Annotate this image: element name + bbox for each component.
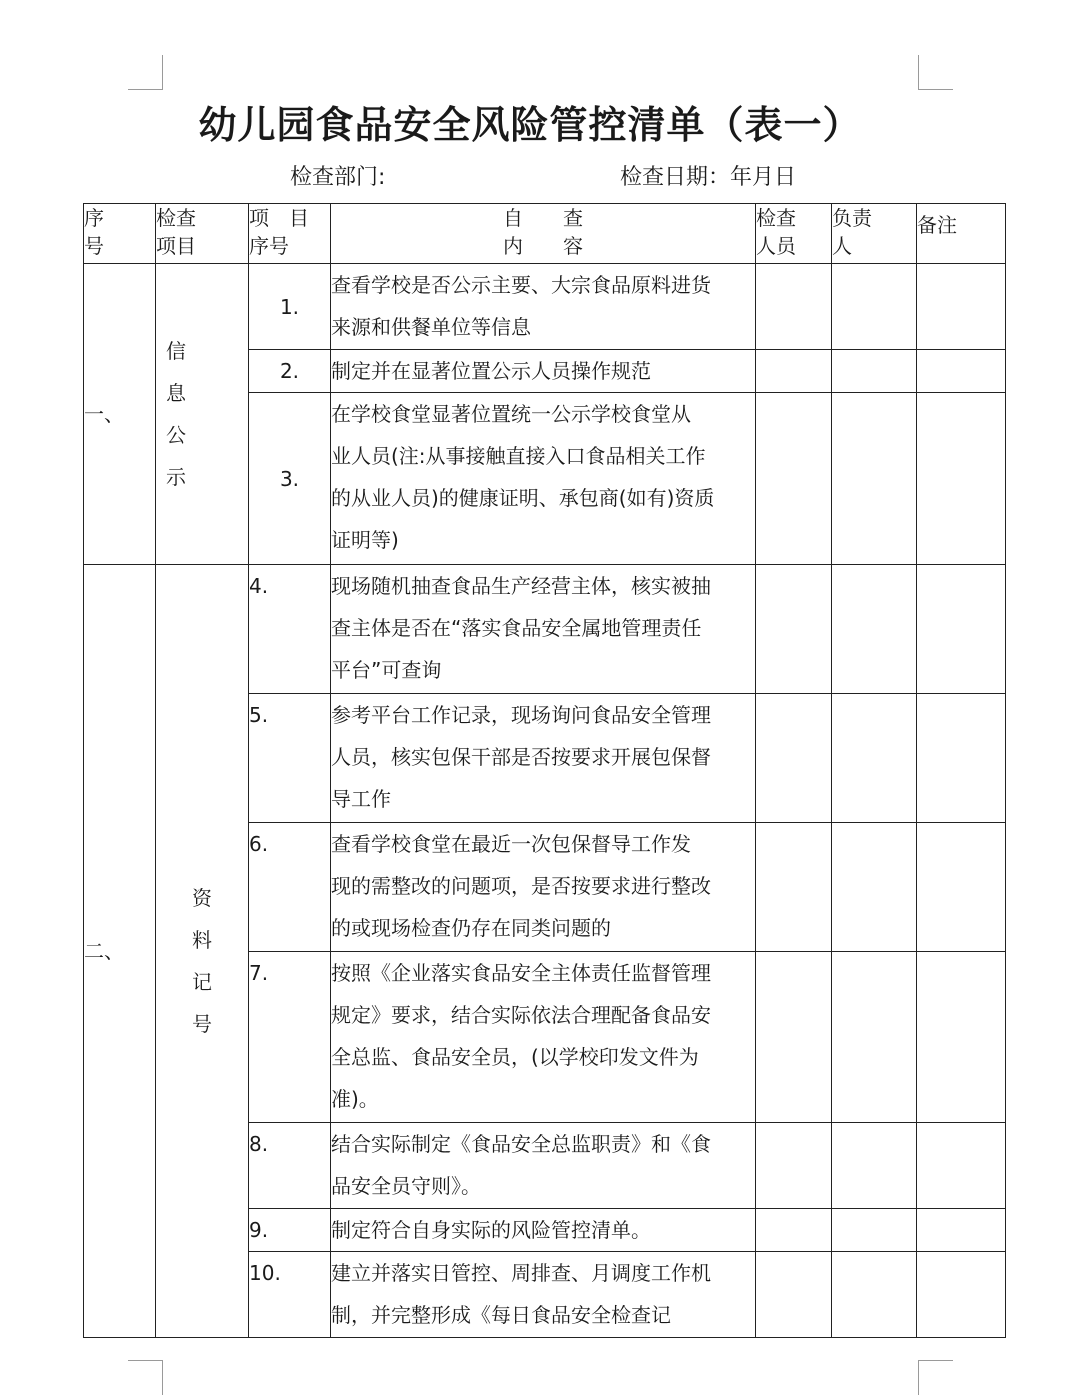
responsible-cell[interactable]	[832, 264, 917, 350]
inspector-cell[interactable]	[756, 565, 832, 694]
row-number: 8.	[249, 1123, 331, 1209]
remark-cell[interactable]	[917, 264, 1006, 350]
responsible-cell[interactable]	[832, 694, 917, 823]
inspector-cell[interactable]	[756, 1209, 832, 1252]
row-content: 制定并在显著位置公示人员操作规范	[331, 350, 756, 393]
inspector-cell[interactable]	[756, 264, 832, 350]
inspector-cell[interactable]	[756, 1252, 832, 1338]
remark-cell[interactable]	[917, 952, 1006, 1123]
row-content: 参考平台工作记录，现场询问食品安全管理 人员，核实包保干部是否按要求开展包保督 导工作	[331, 694, 756, 823]
header-sub-seq: 项 目 序号	[249, 204, 331, 264]
remark-cell[interactable]	[917, 823, 1006, 952]
section-item-2: 资 料 记 号	[156, 565, 249, 1338]
section-seq-2: 二、	[84, 565, 156, 1338]
row-content: 按照《企业落实食品安全主体责任监督管理 规定》要求，结合实际依法合理配备食品安 全总监、食品安全员，(以学校印发文件为 准)。	[331, 952, 756, 1123]
row-number: 10.	[249, 1252, 331, 1338]
row-number: 3.	[249, 393, 331, 565]
responsible-cell[interactable]	[832, 823, 917, 952]
header-remark: 备注	[917, 204, 1006, 264]
row-content: 现场随机抽查食品生产经营主体，核实被抽 查主体是否在“落实食品安全属地管理责任 平台”可查询	[331, 565, 756, 694]
row-content: 建立并落实日管控、周排查、月调度工作机 制，并完整形成《每日食品安全检查记	[331, 1252, 756, 1338]
row-content: 查看学校是否公示主要、大宗食品原料进货 来源和供餐单位等信息	[331, 264, 756, 350]
remark-cell[interactable]	[917, 393, 1006, 565]
row-number: 7.	[249, 952, 331, 1123]
remark-cell[interactable]	[917, 1123, 1006, 1209]
inspector-cell[interactable]	[756, 823, 832, 952]
responsible-cell[interactable]	[832, 952, 917, 1123]
table-row	[84, 264, 1006, 350]
corner-mark-top-right	[918, 55, 953, 90]
remark-cell[interactable]	[917, 694, 1006, 823]
header-inspector: 检查 人员	[756, 204, 832, 264]
row-content: 查看学校食堂在最近一次包保督导工作发 现的需整改的问题项，是否按要求进行整改 的或现场检查仍存在同类问题的	[331, 823, 756, 952]
row-number: 6.	[249, 823, 331, 952]
responsible-cell[interactable]	[832, 350, 917, 393]
row-number: 5.	[249, 694, 331, 823]
corner-mark-top-left	[128, 55, 163, 90]
row-number: 4.	[249, 565, 331, 694]
document-title: 幼儿园食品安全风险管控清单（表一）	[198, 103, 862, 147]
risk-control-table	[83, 203, 1006, 1338]
inspector-cell[interactable]	[756, 393, 832, 565]
inspector-cell[interactable]	[756, 1123, 832, 1209]
row-number: 9.	[249, 1209, 331, 1252]
corner-mark-bottom-right	[918, 1360, 953, 1395]
inspector-cell[interactable]	[756, 694, 832, 823]
responsible-cell[interactable]	[832, 565, 917, 694]
remark-cell[interactable]	[917, 565, 1006, 694]
remark-cell[interactable]	[917, 350, 1006, 393]
row-content: 制定符合自身实际的风险管控清单。	[331, 1209, 756, 1252]
dept-label: 检查部门:	[290, 165, 386, 190]
responsible-cell[interactable]	[832, 1252, 917, 1338]
table-row	[84, 565, 1006, 694]
remark-cell[interactable]	[917, 1209, 1006, 1252]
responsible-cell[interactable]	[832, 393, 917, 565]
responsible-cell[interactable]	[832, 1123, 917, 1209]
date-label: 检查日期：年月日	[620, 165, 797, 190]
responsible-cell[interactable]	[832, 1209, 917, 1252]
section-item-1: 信 息 公 示	[156, 264, 249, 565]
section-seq-1: 一、	[84, 264, 156, 565]
corner-mark-bottom-left	[128, 1360, 163, 1395]
remark-cell[interactable]	[917, 1252, 1006, 1338]
header-responsible: 负责 人	[832, 204, 917, 264]
row-number: 1.	[249, 264, 331, 350]
inspector-cell[interactable]	[756, 350, 832, 393]
header-row	[84, 204, 1006, 264]
header-item: 检查 项目	[156, 204, 249, 264]
row-number: 2.	[249, 350, 331, 393]
inspector-cell[interactable]	[756, 952, 832, 1123]
row-content: 结合实际制定《食品安全总监职责》和《食 品安全员守则》。	[331, 1123, 756, 1209]
header-seq: 序 号	[84, 204, 156, 264]
header-content: 自 查 内 容	[331, 204, 756, 264]
row-content: 在学校食堂显著位置统一公示学校食堂从 业人员(注:从事接触直接入口食品相关工作 的从业人员)的健康证明、承包商(如有)资质 证明等)	[331, 393, 756, 565]
